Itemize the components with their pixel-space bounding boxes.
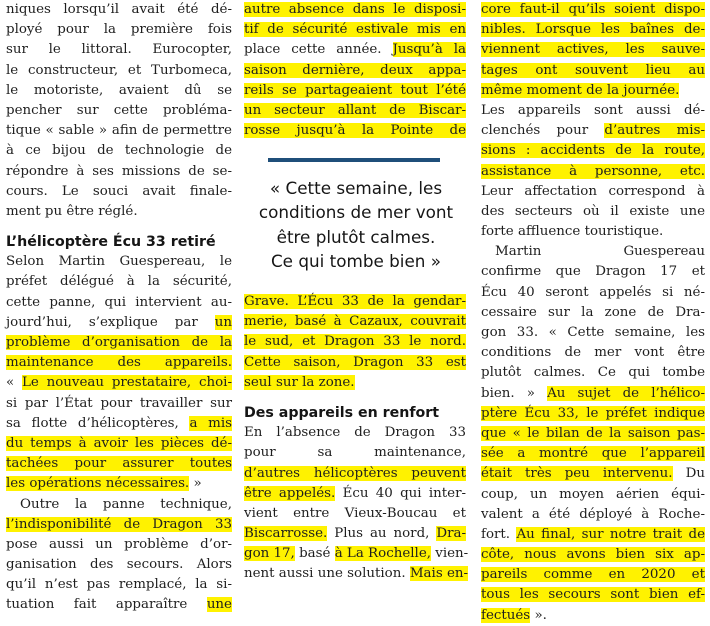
body-line xyxy=(244,564,469,584)
body-line xyxy=(244,61,466,81)
highlighted-text: ptère Écu 33, le préfet indique xyxy=(481,405,705,421)
text-run: ». xyxy=(530,607,547,623)
body-line xyxy=(244,484,466,504)
highlighted-text: d’autres hélicoptères peuvent xyxy=(244,465,466,481)
body-line xyxy=(481,20,705,40)
body-line: valent a été déployé à Roche- xyxy=(481,506,705,522)
highlighted-text: l’indisponibilité de Dragon 33 xyxy=(6,516,232,532)
highlighted-text: tif de sécurité estivale mis en xyxy=(244,22,466,38)
body-line: tique « sable » afin de permettre xyxy=(6,123,232,139)
highlighted-text: Mais en- xyxy=(409,566,469,582)
highlighted-text: était très peu intervenu. xyxy=(481,466,673,482)
pullquote-line: être plutôt calmes. xyxy=(276,226,436,247)
highlighted-text: les opérations nécessaires. xyxy=(6,476,190,492)
body-line xyxy=(481,424,705,444)
body-line: cette panne, qui intervient au- xyxy=(6,294,232,310)
body-line xyxy=(244,20,466,40)
highlighted-text: core faut-il qu’ils soient dispo- xyxy=(481,2,705,17)
highlighted-text: un secteur allant de Biscar- xyxy=(244,102,466,118)
body-line xyxy=(244,0,466,20)
highlighted-text: autre absence dans le disposi- xyxy=(244,2,466,17)
body-line: répondre à ses missions de se- xyxy=(6,163,232,179)
body-line xyxy=(6,353,232,373)
highlighted-text: à La Rochelle, xyxy=(334,546,431,562)
body-line xyxy=(6,515,232,535)
body-line: coup, un moyen aérien équi- xyxy=(481,486,705,502)
highlighted-text: Au final, sur notre trait de xyxy=(516,526,705,542)
pullquote-rule xyxy=(268,158,440,162)
body-line: gon 33. « Cette semaine, les xyxy=(481,325,705,340)
body-line: qu’il n’est pas remplacé, la si- xyxy=(6,577,232,593)
body-line: niques lorsqu’il avait été dé- xyxy=(6,2,232,17)
body-line xyxy=(244,101,466,121)
highlighted-text: Jusqu’à la xyxy=(392,42,466,58)
article-column-2-lower xyxy=(244,292,469,585)
text-run: basé xyxy=(294,546,335,562)
highlighted-text: côte, nous avons bien six ap- xyxy=(481,547,705,563)
body-line xyxy=(244,464,466,484)
body-line xyxy=(6,333,232,353)
body-line xyxy=(481,162,705,182)
article-column-3 xyxy=(481,0,705,626)
body-line: confirme que Dragon 17 et xyxy=(481,264,705,280)
highlighted-text: rosse jusqu’à la Pointe de xyxy=(244,123,466,139)
body-line: cours. Le souci avait finale- xyxy=(6,183,232,199)
body-line xyxy=(244,353,466,373)
body-line: Les appareils sont aussi dé- xyxy=(481,102,705,118)
highlighted-text: sée a montré que l’appareil xyxy=(481,446,705,462)
highlighted-text: maintenance des appareils. xyxy=(6,355,232,371)
body-line xyxy=(6,373,232,393)
body-line xyxy=(481,606,705,626)
article-column-1 xyxy=(6,0,232,616)
body-line xyxy=(481,40,705,60)
body-line xyxy=(481,121,705,141)
body-line: ployé pour la première fois xyxy=(6,22,232,38)
body-line xyxy=(481,61,705,81)
body-line xyxy=(481,404,705,424)
text-run: fort. xyxy=(481,526,517,542)
highlighted-text: que « le bilan de la saison pas- xyxy=(481,425,705,441)
pullquote xyxy=(248,176,464,274)
body-line xyxy=(244,40,466,60)
highlighted-text: une xyxy=(206,597,232,613)
text-run: sa flotte d’hélicoptères, xyxy=(6,415,190,431)
body-line: plutôt calmes. Ce qui tombe xyxy=(481,365,705,381)
body-line: préfet délégué à la sécurité, xyxy=(6,274,232,290)
body-line: le motoriste, avaient dû se xyxy=(6,82,232,98)
highlighted-text: être appelés. xyxy=(244,485,336,501)
body-line: à ce bijou de technologie de xyxy=(6,143,232,159)
text-run: place cette année. xyxy=(244,42,393,58)
text-run: Du xyxy=(672,466,705,482)
body-line: si par l’État pour travailler sur xyxy=(6,395,232,411)
section-heading: L’hélicoptère Écu 33 retiré xyxy=(6,234,216,251)
body-line xyxy=(244,292,466,312)
body-line xyxy=(481,525,705,545)
highlighted-text: tous les secours sont bien ef- xyxy=(481,587,705,603)
body-line: le constructeur, et Turbomeca, xyxy=(6,62,232,78)
highlighted-text: Grave. L’Écu 33 de la gendar- xyxy=(244,294,466,309)
highlighted-text: sions : accidents de la route, xyxy=(481,143,705,159)
text-run: tuation fait apparaître xyxy=(6,597,207,613)
pullquote-line: Ce qui tombe bien » xyxy=(270,251,442,272)
body-line: Outre la panne technique, xyxy=(20,496,232,512)
body-line: En l’absence de Dragon 33 xyxy=(244,425,466,441)
text-run: vien- xyxy=(431,546,469,562)
highlighted-text: assistance à personne, etc. xyxy=(481,163,705,179)
body-line: sur le littoral. Eurocopter, xyxy=(6,42,232,58)
body-line xyxy=(6,474,232,494)
highlighted-text: fectués xyxy=(481,607,531,623)
body-line xyxy=(6,454,232,474)
body-line: des secteurs où il existe une xyxy=(481,203,705,219)
highlighted-text: merie, basé à Cazaux, couvrait xyxy=(244,314,466,330)
body-line xyxy=(481,444,705,464)
text-run: Écu 40 qui inter- xyxy=(335,485,466,501)
body-line xyxy=(244,544,469,564)
highlighted-text: Dra- xyxy=(436,526,466,542)
body-line xyxy=(481,384,705,404)
highlighted-text: un xyxy=(214,314,232,330)
text-run: « xyxy=(6,375,22,391)
body-line: pose aussi un problème d’or- xyxy=(6,536,232,552)
highlighted-text: gon 17, xyxy=(244,546,295,562)
body-line xyxy=(481,0,705,20)
highlighted-text: le sud, et Dragon 33 le nord. xyxy=(244,334,466,350)
body-line xyxy=(481,565,705,585)
body-line: ganisation des secours. Alors xyxy=(6,557,232,573)
highlighted-text: même moment de la journée. xyxy=(481,82,680,98)
highlighted-text: Cette saison, Dragon 33 est xyxy=(244,354,466,370)
highlighted-text: Biscarrosse. xyxy=(244,526,328,542)
body-line xyxy=(6,313,232,333)
body-line xyxy=(244,312,466,332)
body-line: pencher sur cette probléma- xyxy=(6,102,232,118)
highlighted-text: pareils comme en 2020 et xyxy=(481,567,705,583)
highlighted-text: seul sur la zone. xyxy=(244,374,355,390)
section-heading: Des appareils en renfort xyxy=(244,404,440,421)
body-line: pour sa maintenance, xyxy=(244,445,466,461)
body-line: vient entre Vieux-Boucau et xyxy=(244,505,466,521)
highlighted-text: tages ont souvent lieu au xyxy=(481,62,705,78)
highlighted-text: a mis xyxy=(189,415,233,431)
text-run: Plus au nord, xyxy=(327,526,437,542)
highlighted-text: Le nouveau prestataire, choi- xyxy=(22,375,232,391)
body-line xyxy=(481,585,705,605)
body-line xyxy=(244,524,466,544)
body-line xyxy=(481,464,705,484)
body-line xyxy=(244,121,466,141)
text-run: clenchés pour xyxy=(481,123,605,139)
body-line xyxy=(481,81,705,101)
text-run: » xyxy=(189,476,202,492)
body-line: forte affluence touristique. xyxy=(481,224,664,240)
body-line xyxy=(6,434,232,454)
highlighted-text: tachées pour assurer toutes xyxy=(6,456,232,472)
text-run: jourd’hui, s’explique par xyxy=(6,314,198,330)
pullquote-line: conditions de mer vont xyxy=(258,202,454,223)
highlighted-text: d’autres mis- xyxy=(604,123,705,139)
body-line: Martin Guespereau xyxy=(495,244,705,260)
highlighted-text: saison dernière, deux appa- xyxy=(244,62,466,78)
body-line: cessaire sur la zone de Dra- xyxy=(481,304,705,320)
highlighted-text: reils se partageaient tout l’été xyxy=(244,82,466,98)
highlighted-text: viennent actives, les sauve- xyxy=(481,42,705,58)
body-line xyxy=(6,414,232,434)
body-line xyxy=(244,81,466,101)
body-line xyxy=(481,141,705,161)
highlighted-text: problème d’organisation de la xyxy=(6,335,232,351)
body-line xyxy=(244,332,466,352)
body-line: Selon Martin Guespereau, le xyxy=(6,254,232,270)
highlighted-text: du temps à avoir les pièces dé- xyxy=(6,435,232,451)
body-line: conditions de mer vont être xyxy=(481,345,705,361)
body-line: ment pu être réglé. xyxy=(6,203,138,219)
text-run: bien. » xyxy=(481,385,548,401)
body-line xyxy=(481,545,705,565)
body-line xyxy=(244,373,466,393)
body-line: Leur affectation correspond à xyxy=(481,183,705,199)
article-column-2 xyxy=(244,0,466,141)
highlighted-text: nibles. Lorsque les baînes de- xyxy=(481,22,705,38)
highlighted-text: Au sujet de l’hélico- xyxy=(547,385,705,401)
pullquote-line: « Cette semaine, les xyxy=(269,178,443,198)
body-line xyxy=(6,595,232,615)
text-run: nent aussi une solution. xyxy=(244,566,410,582)
body-line: Écu 40 seront appelés si né- xyxy=(481,284,705,300)
